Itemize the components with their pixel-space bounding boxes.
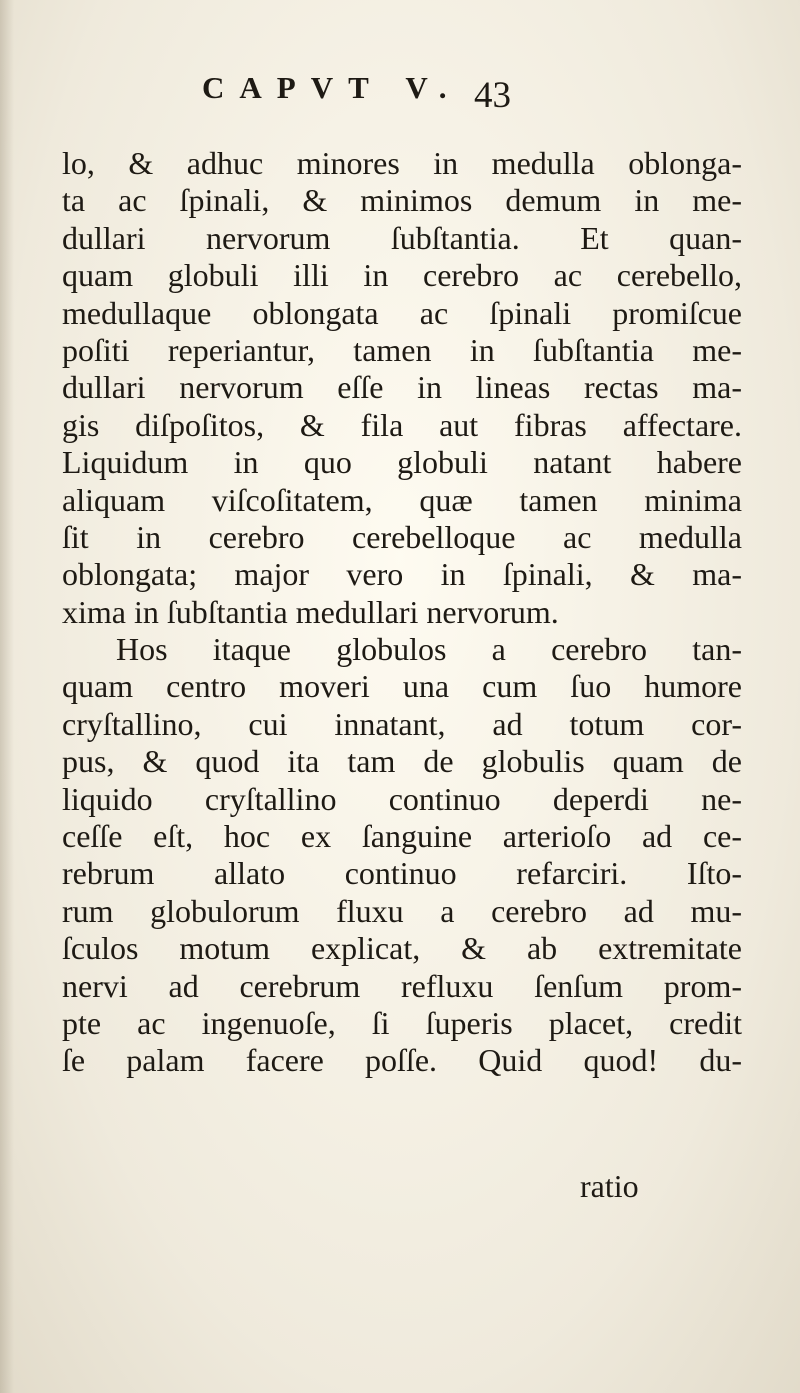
- text-line: dullari nervorum ſubſtantia. Et quan-: [62, 219, 742, 256]
- text-line: ſe palam facere poſſe. Quid quod! du-: [62, 1042, 742, 1079]
- page-header: [0, 60, 800, 120]
- text-line: xima in ſubſtantia medullari nervorum.: [62, 593, 559, 630]
- text-line: rum globulorum fluxu a cerebro ad mu-: [62, 892, 742, 929]
- text-line: nervi ad cerebrum refluxu ſenſum prom-: [62, 967, 742, 1004]
- text-line: pus, & quod ita tam de globulis quam de: [62, 743, 742, 780]
- text-line: quam centro moveri una cum ſuo humore: [62, 668, 742, 705]
- text-line: ſit in cerebro cerebelloque ac medulla: [62, 518, 742, 555]
- text-line: pte ac ingenuoſe, ſi ſuperis placet, credit: [62, 1004, 742, 1041]
- running-head: CAPVT V.: [202, 70, 462, 105]
- text-line: Liquidum in quo globuli natant habere: [62, 444, 742, 481]
- catchword: ratio: [580, 1168, 639, 1204]
- text-line: aliquam viſcoſitatem, quæ tamen minima: [62, 481, 742, 518]
- text-line: cryſtallino, cui innatant, ad totum cor-: [62, 705, 742, 742]
- text-line: medullaque oblongata ac ſpinali promiſcue: [62, 294, 742, 331]
- text-line: quam globuli illi in cerebro ac cerebello,: [62, 257, 742, 294]
- text-line: dullari nervorum eſſe in lineas rectas ma-: [62, 369, 742, 406]
- paragraph-first-line: Hos itaque globulos a cerebro tan-: [116, 631, 742, 668]
- text-line: poſiti reperiantur, tamen in ſubſtantia me-: [62, 331, 742, 368]
- page-number: 43: [474, 75, 511, 116]
- text-line: oblongata; major vero in ſpinali, & ma-: [62, 556, 742, 593]
- text-line: ta ac ſpinali, & minimos demum in me-: [62, 182, 742, 219]
- text-line: liquido cryſtallino continuo deperdi ne-: [62, 780, 742, 817]
- body-text: [62, 145, 742, 1080]
- binding-shadow: [0, 0, 14, 1393]
- text-line: lo, & adhuc minores in medulla oblonga-: [62, 145, 742, 181]
- text-line: gis diſpoſitos, & fila aut fibras affectare.: [62, 406, 742, 443]
- text-line: ſculos motum explicat, & ab extremitate: [62, 930, 742, 967]
- text-line: ceſſe eſt, hoc ex ſanguine arterioſo ad ce-: [62, 818, 742, 855]
- text-line: rebrum allato continuo refarciri. Iſto-: [62, 855, 742, 892]
